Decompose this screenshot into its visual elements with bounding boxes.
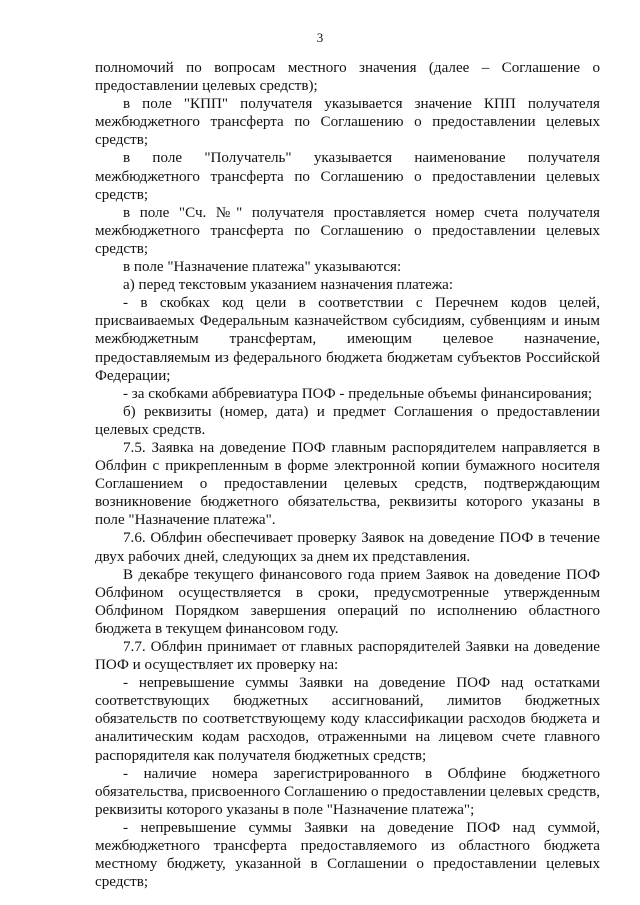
paragraph-7-7: 7.7. Облфин принимает от главных распорядителей Заявки на доведение ПОФ и осуществляет их проверку на: bbox=[95, 639, 600, 674]
paragraph-item-b: б) реквизиты (номер, дата) и предмет Соглашения о предоставлении целевых средств. bbox=[95, 403, 600, 438]
paragraph-payment-purpose-field: в поле "Назначение платежа" указываются: bbox=[123, 259, 402, 276]
paragraph-check-balances: - непревышение суммы Заявки на доведение ПОФ над остатками соответствующих бюджетных ассигнований, лимитов бюджетных обязательств по соответствующему коду классификации расходов бюджета и аналитическим кодам расходов, отраженными на лицевом счете главного распорядителя как получателя бюджетных средств; bbox=[95, 675, 600, 764]
paragraph-7-6: 7.6. Облфин обеспечивает проверку Заявок на доведение ПОФ в течение двух рабочих дней, следующих за днем их представления. bbox=[95, 530, 600, 565]
paragraph-recipient-field: в поле "Получатель" указывается наименование получателя межбюджетного трансферта по Соглашению о предоставлении целевых средств; bbox=[95, 150, 600, 203]
paragraph-check-obligation-number: - наличие номера зарегистрированного в Облфине бюджетного обязательства, присвоенного Соглашению о предоставлении целевых средств, реквизиты которого указаны в поле "Назначение платежа"; bbox=[95, 765, 600, 818]
paragraph-item-a: а) перед текстовым указанием назначения платежа: bbox=[123, 277, 454, 294]
paragraph-continuation: полномочий по вопросам местного значения (далее – Соглашение о предоставлении целевых средств); bbox=[95, 60, 600, 95]
paragraph-check-transfer-sum: - непревышение суммы Заявки на доведение ПОФ над суммой, межбюджетного трансферта предоставляемого из областного бюджета местному бюджету, указанной в Соглашении о предоставлении целевых средств; bbox=[95, 819, 600, 891]
paragraph-account-field: в поле "Сч. №" получателя проставляется номер счета получателя межбюджетного трансферта по Соглашению о предоставлении целевых средств; bbox=[95, 204, 600, 257]
document-body bbox=[95, 59, 600, 891]
page-number: 3 bbox=[316, 30, 324, 45]
paragraph-target-code: - в скобках код цели в соответствии с Перечнем кодов целей, присваиваемых Федеральным казначейством субсидиям, субвенциям и иным межбюджетным трансфертам, имеющим целевое назначение, предоставляемым из федерального бюджета бюджетам субъектов Российской Федерации; bbox=[95, 295, 600, 384]
paragraph-7-5: 7.5. Заявка на доведение ПОФ главным распорядителем направляется в Облфин с прикрепленным в форме электронной копии бумажного носителя Соглашением о предоставлении целевых средств, подтверждающим возникновение бюджетного обязательства, реквизиты которого указаны в поле "Назначение платежа". bbox=[95, 439, 600, 529]
paragraph-december: В декабре текущего финансового года прием Заявок на доведение ПОФ Облфином осуществляется в сроки, предусмотренные утвержденным Облфином Порядком завершения операций по исполнению областного бюджета в текущем финансовом году. bbox=[95, 566, 600, 637]
paragraph-kpp-field: в поле "КПП" получателя указывается значение КПП получателя межбюджетного трансферта по Соглашению о предоставлении целевых средств; bbox=[95, 96, 600, 149]
paragraph-pof-abbreviation: - за скобками аббревиатура ПОФ - предельные объемы финансирования; bbox=[123, 385, 593, 402]
